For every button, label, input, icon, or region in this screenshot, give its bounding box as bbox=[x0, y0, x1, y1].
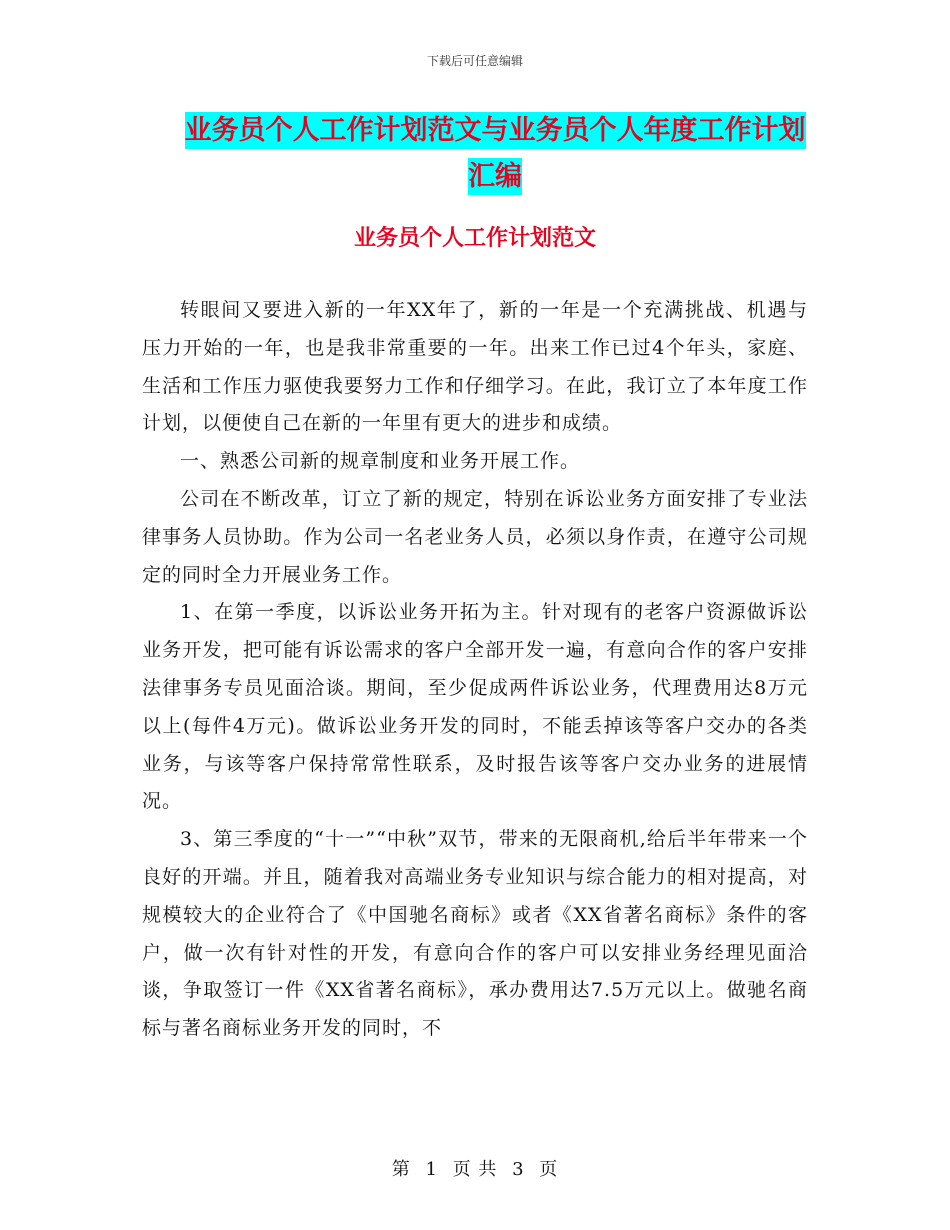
paragraph-q1-plan: 1、在第一季度，以诉讼业务开拓为主。针对现有的老客户资源做诉讼业务开发，把可能有诉讼需求的客户全部开发一遍，有意向合作的客户安排法律事务专员见面洽谈。期间，至少促成两件诉讼业务，代理费用达8万元以上(每件4万元)。做诉讼业务开发的同时，不能丢掉该等客户交办的各类业务，与该等客户保持常常性联系，及时报告该等客户交办业务的进展情况。 bbox=[142, 601, 808, 813]
page-label-mid: 页 共 bbox=[452, 1159, 498, 1180]
paragraph-intro: 转眼间又要进入新的一年XX年了，新的一年是一个充满挑战、机遇与压力开始的一年，也是我非常重要的一年。出来工作已过4个年头，家庭、生活和工作压力驱使我要努力工作和仔细学习。在此，我订立了本年度工作计划，以便使自己在新的一年里有更大的进步和成绩。 bbox=[142, 299, 808, 435]
header-note: 下载后可任意编辑 bbox=[426, 54, 523, 68]
document-title-line-2: 汇编 bbox=[468, 158, 522, 195]
section-title: 业务员个人工作计划范文 bbox=[353, 225, 596, 251]
page-label-post: 页 bbox=[539, 1159, 559, 1180]
page-footer bbox=[0, 1155, 950, 1181]
paragraph-q3-plan: 3、第三季度的“十一”“中秋”双节，带来的无限商机,给后半年带来一个良好的开端。并且，随着我对高端业务专业知识与综合能力的相对提高，对规模较大的企业符合了《中国驰名商标》或者《XX省著名商标》条件的客户，做一次有针对性的开发，有意向合作的客户可以安排业务经理见面洽谈，争取签订一件《XX省著名商标》，承办费用达7.5万元以上。做驰名商标与著名商标业务开发的同时，不 bbox=[142, 828, 808, 1040]
paragraph-company-reform: 公司在不断改革，订立了新的规定，特别在诉讼业务方面安排了专业法律事务人员协助。作为公司一名老业务人员，必须以身作责，在遵守公司规定的同时全力开展业务工作。 bbox=[142, 487, 808, 586]
page-current: 1 bbox=[425, 1159, 438, 1180]
document-title bbox=[160, 108, 830, 200]
document-title-line-1: 业务员个人工作计划范文与业务员个人年度工作计划 bbox=[185, 112, 806, 149]
paragraph-heading-1: 一、熟悉公司新的规章制度和业务开展工作。 bbox=[180, 450, 581, 473]
page-total: 3 bbox=[512, 1159, 525, 1180]
document-body bbox=[142, 292, 808, 1048]
page-label-pre: 第 bbox=[391, 1159, 411, 1180]
